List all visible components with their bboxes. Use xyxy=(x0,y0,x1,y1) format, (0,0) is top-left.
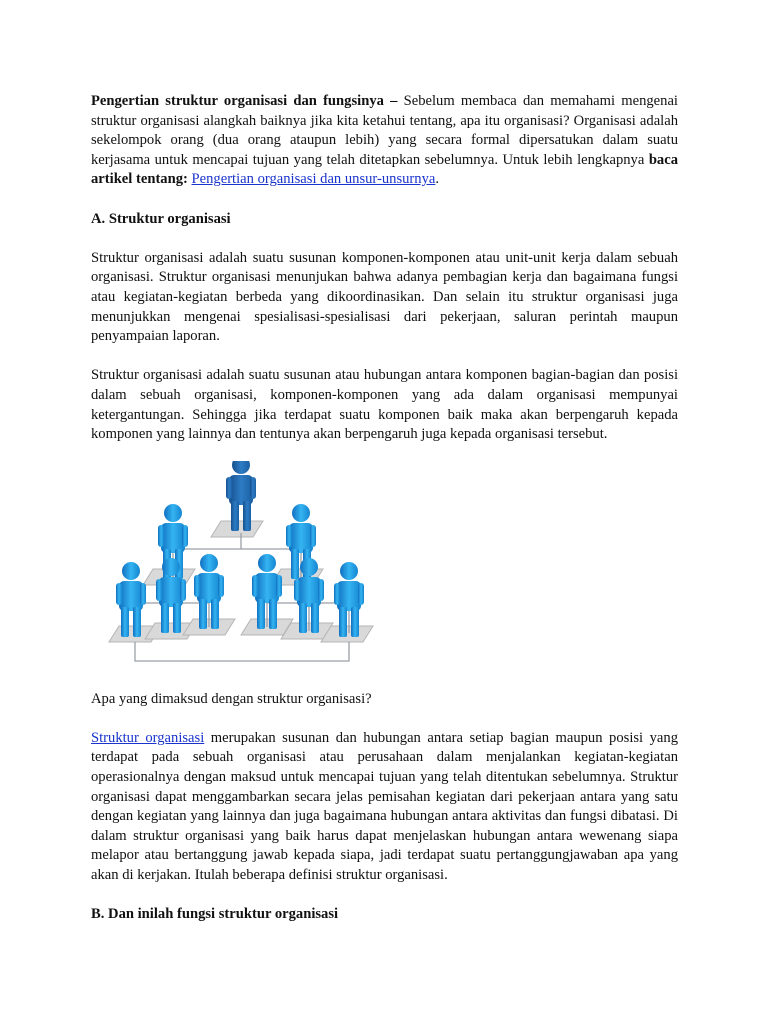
question-text: Apa yang dimaksud dengan struktur organisasi? xyxy=(91,690,372,707)
definition-text: merupakan susunan dan hubungan antara setiap bagian maupun posisi yang terdapat pada sebuah organisasi atau perusahaan dalam menjalankan kegiatan-kegiatan operasionalnya dengan maksud untuk mencapai tujuan yang telah ditentukan sebelumnya. Struktur organisasi dapat menggambarkan secara jelas pemisahan kegiatan dari pekerjaan antara yang satu dengan kegiatan yang lainnya dan juga bagaimana hubungan antara aktivitas dan fungsi dibatasi. Di dalam struktur organisasi yang baik harus dapat menjelaskan hubungan antara wewenang siapa melapor atau bertanggung jawab kepada siapa, jadi terdapat suatu pertanggungjawaban apa yang akan di kerjakan. Itulah beberapa definisi struktur organisasi. xyxy=(91,729,678,884)
section-a-heading: A. Struktur organisasi xyxy=(91,210,231,227)
intro-end: . xyxy=(435,171,440,188)
organisasi-article-link[interactable]: Pengertian organisasi dan unsur-unsurnya xyxy=(191,171,436,188)
section-a-paragraph-2: Struktur organisasi adalah suatu susunan atau hubungan antara komponen bagian-bagian dan posisi dalam sebuah organisasi, komponen-komponen yang ada dalam organisasi mempunyai ketergantungan. Sehingga jika terdapat suatu komponen baik maka akan berpengaruh kepada komponen yang lainnya dan tentunya akan berpengaruh juga kepada organisasi tersebut. xyxy=(91,367,678,443)
intro-paragraph xyxy=(91,92,678,190)
read-label: baca artikel tentang: xyxy=(91,151,678,188)
struktur-organisasi-link[interactable]: Struktur organisasi xyxy=(91,729,205,746)
intro-title: Pengertian struktur organisasi dan fungsinya – xyxy=(91,93,398,109)
section-b-heading: B. Dan inilah fungsi struktur organisasi xyxy=(91,906,339,923)
section-a-paragraph-1: Struktur organisasi adalah suatu susunan komponen-komponen atau unit-unit kerja dalam sebuah organisasi. Struktur organisasi menunjukan bahwa adanya pembagian kerja dan bagaimana fungsi atau kegiatan-kegiatan berbeda yang dikoordinasikan. Dan selain itu struktur organisasi juga menunjukkan mengenai spesialisasi-spesialisasi dari pekerjaan, saluran perintah maupun penyampaian laporan. xyxy=(91,249,678,345)
org-structure-illustration xyxy=(91,461,391,676)
definition-paragraph xyxy=(91,729,678,886)
article xyxy=(91,92,678,925)
intro-text: Sebelum membaca dan memahami mengenai struktur organisasi alangkah baiknya jika kita ketahui tentang, apa itu organisasi? Organisasi adalah sekelompok orang (dua orang ataupun lebih) yang secara formal dipersatukan dalam suatu kerjasama untuk mencapai tujuan yang telah ditetapkan sebelumnya. Untuk lebih lengkapnya xyxy=(91,93,678,168)
org-chart-people-icon xyxy=(91,461,391,676)
